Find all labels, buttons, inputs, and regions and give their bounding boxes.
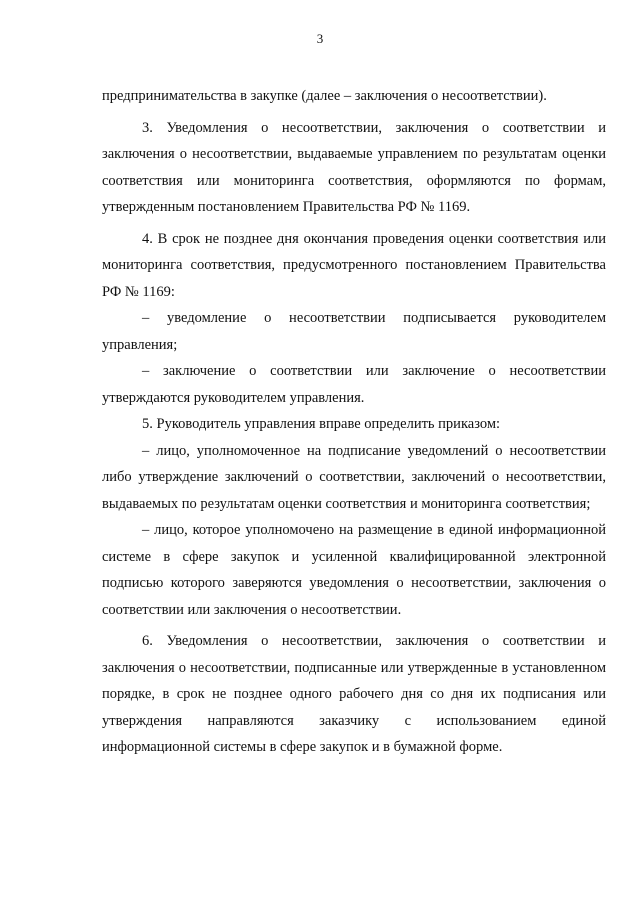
paragraph-item-4: 4. В срок не позднее дня окончания проведения оценки соответствия или мониторинга соответствия, предусмотренного постановлением Правительства РФ № 1169: xyxy=(102,230,606,300)
paragraph-item-6: 6. Уведомления о несоответствии, заключения о соответствии и заключения о несоответствии, подписанные или утвержденные в установленном порядке, в срок не позднее одного рабочего дня со дня их подписания или утверждения направляются заказчику с использованием единой информационной системы в сфере закупок и в бумажной форме. xyxy=(102,633,606,755)
paragraph-item-5-dash-1: – лицо, уполномоченное на подписание уведомлений о несоответствии либо утверждение заключений о соответствии, заключений о несоответствии, выдаваемых по результатам оценки соответствия и мониторинга соответствия; xyxy=(102,442,606,512)
paragraph-item-5: 5. Руководитель управления вправе определить приказом: xyxy=(142,416,501,432)
paragraph-item-3: 3. Уведомления о несоответствии, заключения о соответствии и заключения о несоответствии, выдаваемые управлением по результатам оценки соответствия или мониторинга соответствия, оформляются по формам, утвержденным постановлением Правительства РФ № 1169. xyxy=(102,119,606,215)
paragraph-item-4-dash-1: – уведомление о несоответствии подписывается руководителем управления; xyxy=(102,310,606,353)
paragraph-item-5-dash-2: – лицо, которое уполномочено на размещение в единой информационной системе в сфере закупок и усиленной квалифицированной электронной подписью которого заверяются уведомления о несоответствии, заключения о соответствии или заключения о несоответствии. xyxy=(102,522,606,618)
paragraph-item-4-dash-2: – заключение о соответствии или заключение о несоответствии утверждаются руководителем управления. xyxy=(102,363,606,406)
paragraph-continuation: предпринимательства в закупке (далее – заключения о несоответствии). xyxy=(102,88,547,104)
document-body xyxy=(102,83,606,761)
page-number: 3 xyxy=(316,31,324,46)
